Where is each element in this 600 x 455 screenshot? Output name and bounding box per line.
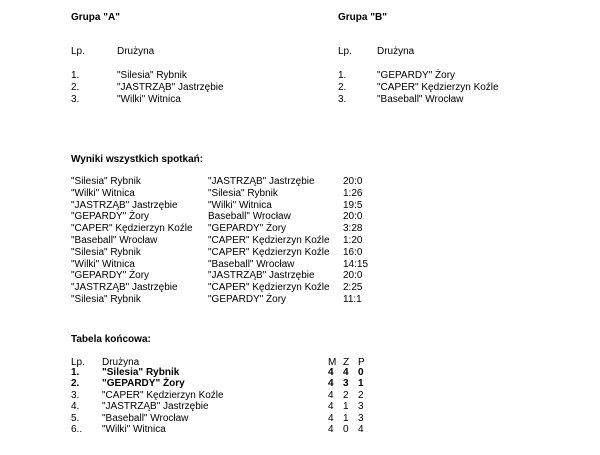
away-team: "JASTRZĄB" Jastrzębie — [208, 270, 315, 282]
group-b-team: "Baseball" Wrocław — [377, 94, 464, 105]
group-a-lp: 3. — [71, 94, 80, 105]
losses: 3 — [358, 401, 364, 413]
wins: 0 — [343, 423, 349, 435]
match-score: 14:15 — [343, 258, 369, 270]
wins: 1 — [343, 401, 349, 413]
header-losses: P — [358, 357, 365, 368]
wins: 1 — [343, 412, 349, 424]
list-item — [338, 82, 578, 94]
header-team: Drużyna — [102, 357, 140, 368]
away-team: Baseball" Wrocław — [208, 211, 291, 223]
wins: 3 — [343, 378, 349, 390]
group-a-header-lp: Lp. — [71, 46, 85, 57]
match-score: 2:25 — [343, 282, 363, 294]
table-row — [71, 390, 391, 401]
list-item — [71, 94, 311, 106]
home-team: "GEPARDY" Żory — [71, 270, 150, 282]
group-a-lp: 1. — [71, 70, 80, 81]
group-a-title: Grupa "A" — [71, 12, 120, 23]
group-b-list — [338, 70, 578, 106]
final-table-body — [71, 367, 391, 435]
matches: 4 — [328, 389, 334, 401]
away-team: "CAPER" Kędzierzyn Koźle — [208, 234, 330, 246]
group-a-team: "Wilki" Witnica — [117, 94, 181, 105]
team-name: "Baseball" Wrocław — [102, 412, 189, 424]
results-list — [71, 176, 391, 306]
group-a-lp: 2. — [71, 82, 80, 93]
table-row — [71, 176, 391, 188]
group-a-team: "Silesia" Rybnik — [117, 70, 187, 81]
group-b-lp: 1. — [338, 70, 347, 81]
rank: 5. — [71, 412, 80, 424]
table-row — [71, 247, 391, 259]
match-score: 20:0 — [343, 270, 363, 282]
home-team: "JASTRZĄB" Jastrzębie — [71, 282, 178, 294]
rank: 1. — [71, 367, 80, 378]
home-team: "CAPER" Kędzierzyn Koźle — [71, 223, 193, 235]
table-row — [71, 424, 391, 435]
list-item — [338, 94, 578, 106]
results-title: Wyniki wszystkich spotkań: — [71, 154, 204, 165]
list-item — [71, 70, 311, 82]
match-score: 11:1 — [343, 293, 362, 305]
losses: 1 — [358, 378, 364, 390]
away-team: "Wilki" Witnica — [208, 199, 272, 211]
table-row — [71, 235, 391, 247]
table-row — [71, 413, 391, 424]
final-table-title: Tabela końcowa: — [71, 334, 151, 345]
table-row — [71, 367, 391, 378]
team-name: "Wilki" Witnica — [102, 423, 166, 435]
losses: 4 — [358, 423, 364, 435]
group-b-team: "GEPARDY" Żory — [377, 70, 456, 81]
home-team: "Silesia" Rybnik — [71, 176, 141, 187]
group-b-lp: 2. — [338, 82, 347, 93]
match-score: 19:5 — [343, 199, 363, 211]
home-team: "Wilki" Witnica — [71, 258, 135, 270]
away-team: "GEPARDY" Żory — [208, 293, 287, 305]
group-a-header-team: Drużyna — [117, 46, 155, 57]
matches: 4 — [328, 423, 334, 435]
rank: 3. — [71, 389, 80, 401]
table-row — [71, 294, 391, 306]
home-team: "Wilki" Witnica — [71, 187, 135, 199]
group-a-list — [71, 70, 311, 106]
home-team: "Baseball" Wrocław — [71, 234, 158, 246]
rank: 6.. — [71, 423, 83, 435]
table-row — [71, 282, 391, 294]
losses: 3 — [358, 412, 364, 424]
home-team: "Silesia" Rybnik — [71, 293, 141, 305]
group-b-header-team: Drużyna — [377, 46, 415, 57]
group-a-team: "JASTRZĄB" Jastrzębie — [117, 82, 224, 93]
team-name: "JASTRZĄB" Jastrzębie — [102, 401, 209, 413]
home-team: "JASTRZĄB" Jastrzębie — [71, 199, 178, 211]
table-row — [71, 211, 391, 223]
match-score: 16:0 — [343, 246, 363, 258]
match-score: 3:28 — [343, 223, 363, 235]
table-row — [71, 270, 391, 282]
matches: 4 — [328, 378, 334, 390]
table-row — [71, 188, 391, 200]
rank: 2. — [71, 378, 80, 390]
away-team: "CAPER" Kędzierzyn Koźle — [208, 246, 330, 258]
home-team: "GEPARDY" Żory — [71, 211, 150, 223]
group-b-lp: 3. — [338, 94, 347, 105]
match-score: 1:20 — [343, 234, 363, 246]
list-item — [71, 82, 311, 94]
losses: 0 — [358, 367, 364, 378]
matches: 4 — [328, 367, 334, 378]
away-team: "CAPER" Kędzierzyn Koźle — [208, 282, 330, 294]
rank: 4. — [71, 401, 80, 413]
list-item — [338, 70, 578, 82]
away-team: "Baseball" Wrocław — [208, 258, 295, 270]
matches: 4 — [328, 401, 334, 413]
team-name: "Silesia" Rybnik — [102, 367, 180, 378]
team-name: "GEPARDY" Żory — [102, 378, 185, 390]
away-team: "GEPARDY" Żory — [208, 223, 287, 235]
table-row — [71, 401, 391, 412]
header-lp: Lp. — [71, 357, 85, 368]
header-wins: Z — [343, 357, 350, 368]
match-score: 1:26 — [343, 187, 363, 199]
away-team: "JASTRZĄB" Jastrzębie — [208, 176, 315, 187]
group-b-team: "CAPER" Kędzierzyn Koźle — [377, 82, 499, 93]
home-team: "Silesia" Rybnik — [71, 246, 141, 258]
group-b-title: Grupa "B" — [338, 12, 387, 23]
match-score: 20:0 — [343, 176, 363, 187]
group-b-header-lp: Lp. — [338, 46, 352, 57]
table-row — [71, 259, 391, 271]
header-matches: M — [328, 357, 337, 368]
matches: 4 — [328, 412, 334, 424]
table-row — [71, 223, 391, 235]
table-row — [71, 200, 391, 212]
away-team: "Silesia" Rybnik — [208, 187, 278, 199]
team-name: "CAPER" Kędzierzyn Koźle — [102, 389, 224, 401]
losses: 2 — [358, 389, 364, 401]
table-row — [71, 378, 391, 389]
match-score: 20:0 — [343, 211, 363, 223]
wins: 4 — [343, 367, 349, 378]
wins: 2 — [343, 389, 349, 401]
